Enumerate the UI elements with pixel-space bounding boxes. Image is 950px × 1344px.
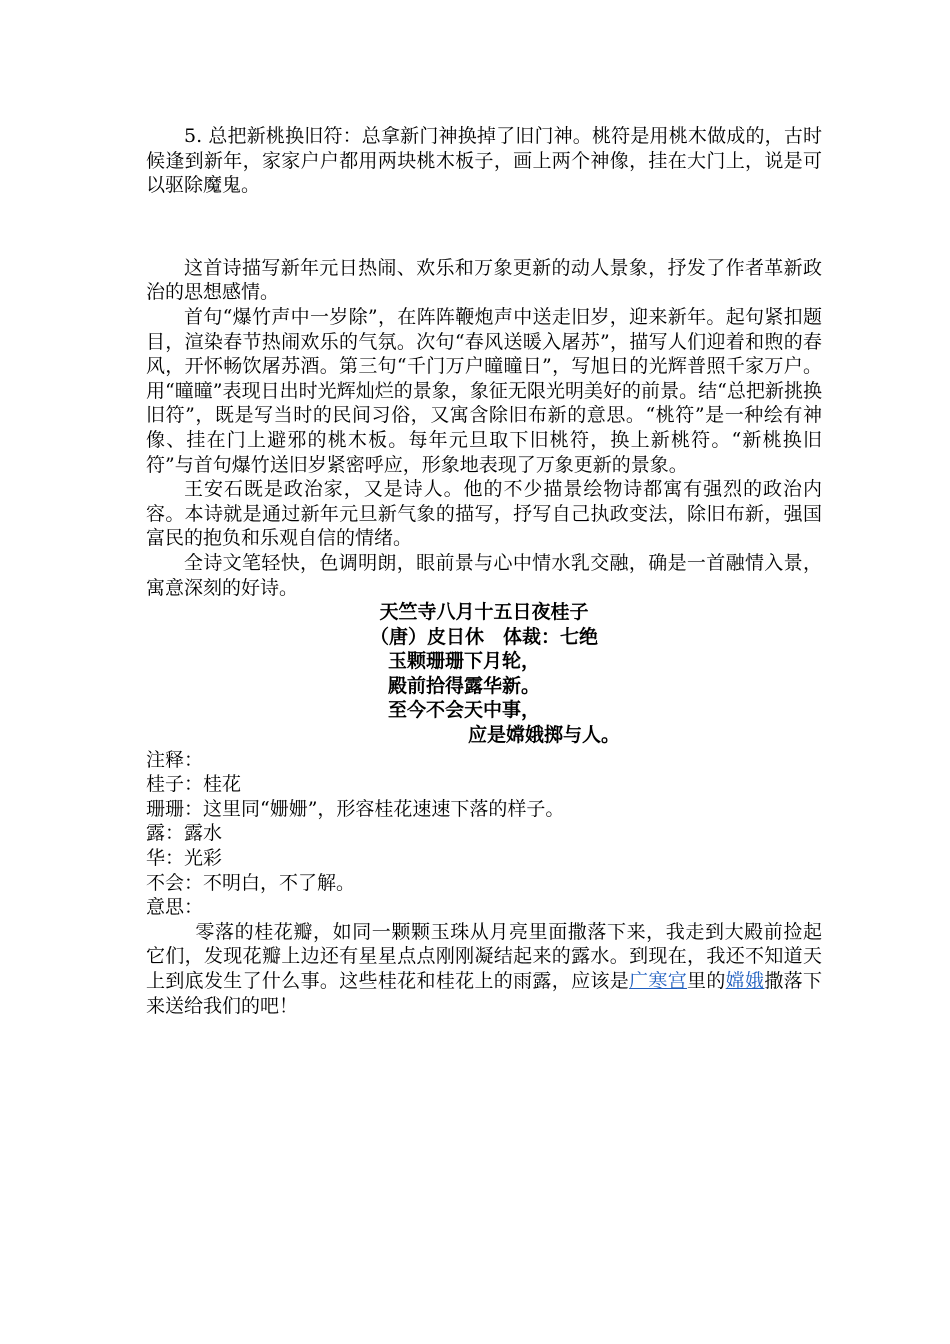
note-item: 华：光彩	[146, 847, 223, 870]
meaning-text: 撒落下来送给我们的吧！	[146, 970, 822, 1017]
note-item: 不会：不明白，不了解。	[146, 871, 356, 894]
meaning-heading: 意思：	[146, 896, 204, 919]
notes-heading: 注释：	[146, 748, 204, 771]
note-item: 桂子：桂花	[146, 773, 242, 796]
note-5-paragraph: 5. 总把新桃换旧符：总拿新门神换掉了旧门神。桃符是用桃木做成的，古时候逢到新年，家家户户都用两块桃木板子，画上两个神像，挂在大门上，说是可以驱除魔鬼。	[146, 125, 822, 197]
poem-line-2: 殿前拾得露华新。	[388, 674, 541, 697]
meaning-paragraph	[146, 920, 822, 1018]
poem-author: （唐）皮日休 体裁：七绝	[369, 625, 598, 648]
meaning-text: 里的	[687, 970, 726, 992]
poem-title: 天竺寺八月十五日夜桂子	[379, 601, 589, 624]
document-page	[146, 124, 822, 1018]
guanghan-palace-link[interactable]: 广寒宫	[629, 970, 688, 992]
analysis-paragraph-4: 全诗文笔轻快，色调明朗，眼前景与心中情水乳交融，确是一首融情入景，寓意深刻的好诗。	[146, 551, 822, 599]
poem-line-3: 至今不会天中事，	[388, 699, 541, 722]
change-link[interactable]: 嫦娥	[725, 970, 765, 992]
analysis-paragraph-1: 这首诗描写新年元日热闹、欢乐和万象更新的动人景象，抒发了作者革新政治的思想感情。	[146, 256, 822, 304]
poem-line-4: 应是嫦娥掷与人。	[468, 724, 621, 747]
note-item: 珊珊：这里同“姗姗”，形容桂花速速下落的样子。	[146, 797, 565, 820]
meaning-text: 零落的桂花瓣，如同一颗颗玉珠从月亮里面撒落下来，我走到大殿前捡起它们，发现花瓣上边还有星星点点刚刚凝结起来的露水。到现在，我还不知道天上到底发生了什么事。这些桂花和桂花上的雨露，应该是	[146, 920, 822, 992]
spacer	[146, 198, 822, 256]
poem-line-1: 玉颗珊珊下月轮，	[388, 650, 541, 673]
note-item: 露：露水	[146, 822, 223, 845]
analysis-paragraph-2: 首句“爆竹声中一岁除”，在阵阵鞭炮声中送走旧岁，迎来新年。起句紧扣题目，渲染春节热闹欢乐的气氛。次句“春风送暖入屠苏”，描写人们迎着和煦的春风，开怀畅饮屠苏酒。第三句“千门万户曈曈日”，写旭日的光辉普照千家万户。用“曈曈”表现日出时光辉灿烂的景象，象征无限光明美好的前景。结“总把新挑换旧符”，既是写当时的民间习俗，又寓含除旧布新的意思。“桃符”是一种绘有神像、挂在门上避邪的桃木板。每年元旦取下旧桃符，换上新桃符。“新桃换旧符”与首句爆竹送旧岁紧密呼应，形象地表现了万象更新的景象。	[146, 305, 822, 476]
analysis-paragraph-3: 王安石既是政治家，又是诗人。他的不少描景绘物诗都寓有强烈的政治内容。本诗就是通过新年元旦新气象的描写，抒写自己执政变法，除旧布新，强国富民的抱负和乐观自信的情绪。	[146, 478, 822, 550]
